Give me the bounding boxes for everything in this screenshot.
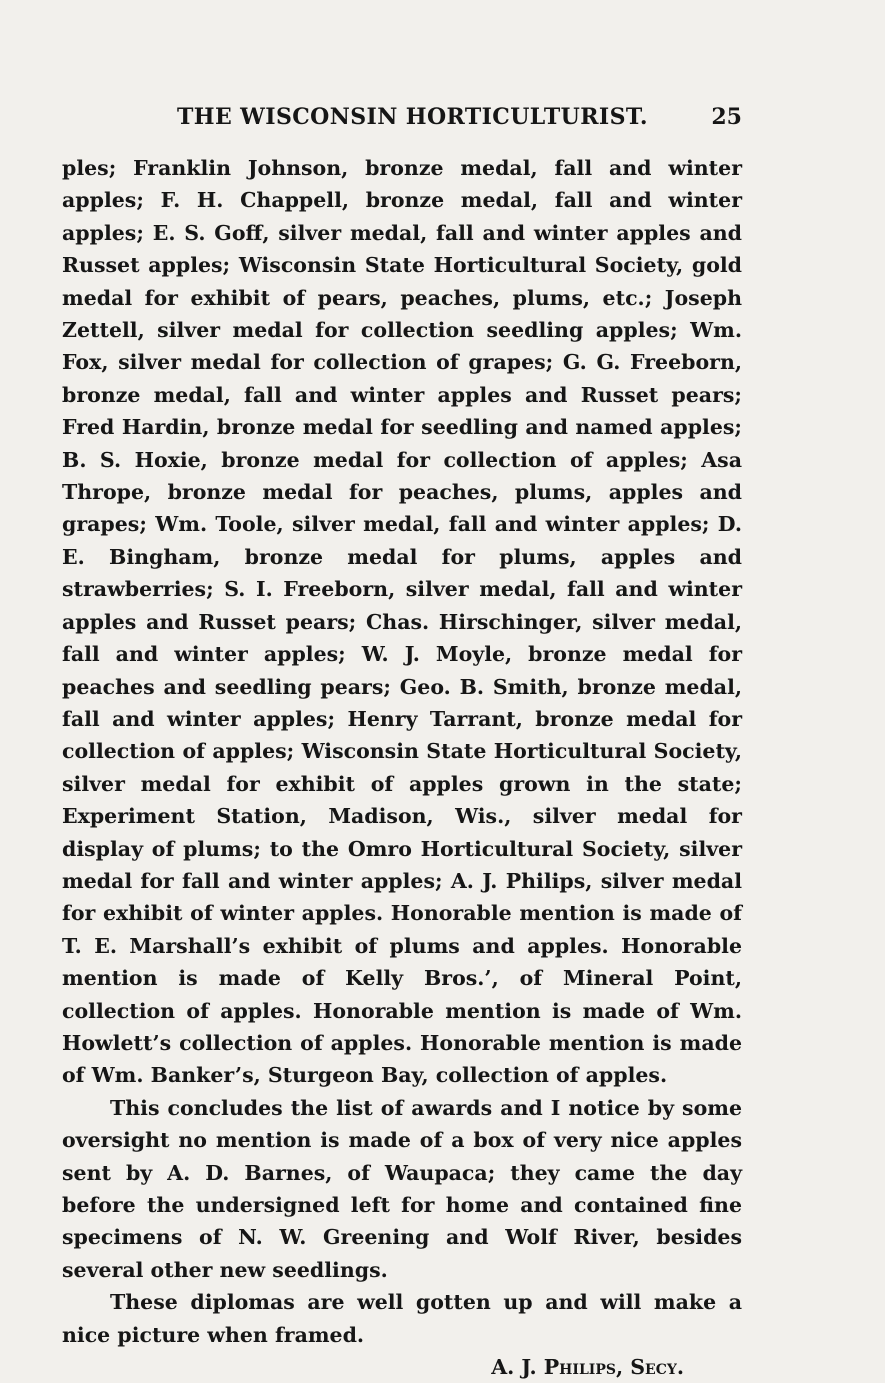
signature: A. J. Philips, Secy. <box>491 1355 684 1380</box>
conclusion-paragraph: This concludes the list of awards and I notice by some oversight no mention is made of a box of very nice apples sent by A. D. Barnes, of Waupaca; they came the day before the undersigned left for home and contained fine specimens of N. W. Greening and Wolf River, besides several other new seedlings. <box>62 1095 742 1282</box>
page-number: 25 <box>711 104 742 130</box>
running-header <box>62 98 742 138</box>
document-page <box>62 98 742 1383</box>
awards-paragraph: ples; Franklin Johnson, bronze medal, fall and winter apples; F. H. Chappell, bronze medal, fall and winter apples; E. S. Goff, silver medal, fall and winter apples and Russet apples; Wisconsin State Horticultural Society, gold medal for exhibit of pears, peaches, plums, etc.; Joseph Zettell, silver medal for collection seedling apples; Wm. Fox, silver medal for collection of grapes; G. G. Freeborn, bronze medal, fall and winter apples and Russet pears; Fred Hardin, bronze medal for seedling and named apples; B. S. Hoxie, bronze medal for collection of apples; Asa Thrope, bronze medal for peaches, plums, apples and grapes; Wm. Toole, silver medal, fall and winter apples; D. E. Bingham, bronze medal for plums, apples and strawberries; S. I. Freeborn, silver medal, fall and winter apples and Russet pears; Chas. Hirschinger, silver medal, fall and winter apples; W. J. Moyle, bronze medal for peaches and seedling pears; Geo. B. Smith, bronze medal, fall and winter apples; Henry Tarrant, bronze medal for collection of apples; Wisconsin State Horticultural Society, silver medal for exhibit of apples grown in the state; Experiment Station, Madison, Wis., silver medal for display of plums; to the Omro Horticultural Society, silver medal for fall and winter apples; A. J. Philips, silver medal for exhibit of winter apples. Honorable mention is made of T. E. Marshall’s exhibit of plums and apples. Honorable mention is made of Kelly Bros.’, of Mineral Point, collection of apples. Honorable mention is made of Wm. Howlett’s collection of apples. Honorable mention is made of Wm. Banker’s, Sturgeon Bay, collection of apples. <box>62 156 742 1088</box>
diplomas-paragraph: These diplomas are well gotten up and will make a nice picture when framed. <box>62 1290 742 1347</box>
journal-title: THE WISCONSIN HORTICULTURIST. <box>177 104 648 130</box>
